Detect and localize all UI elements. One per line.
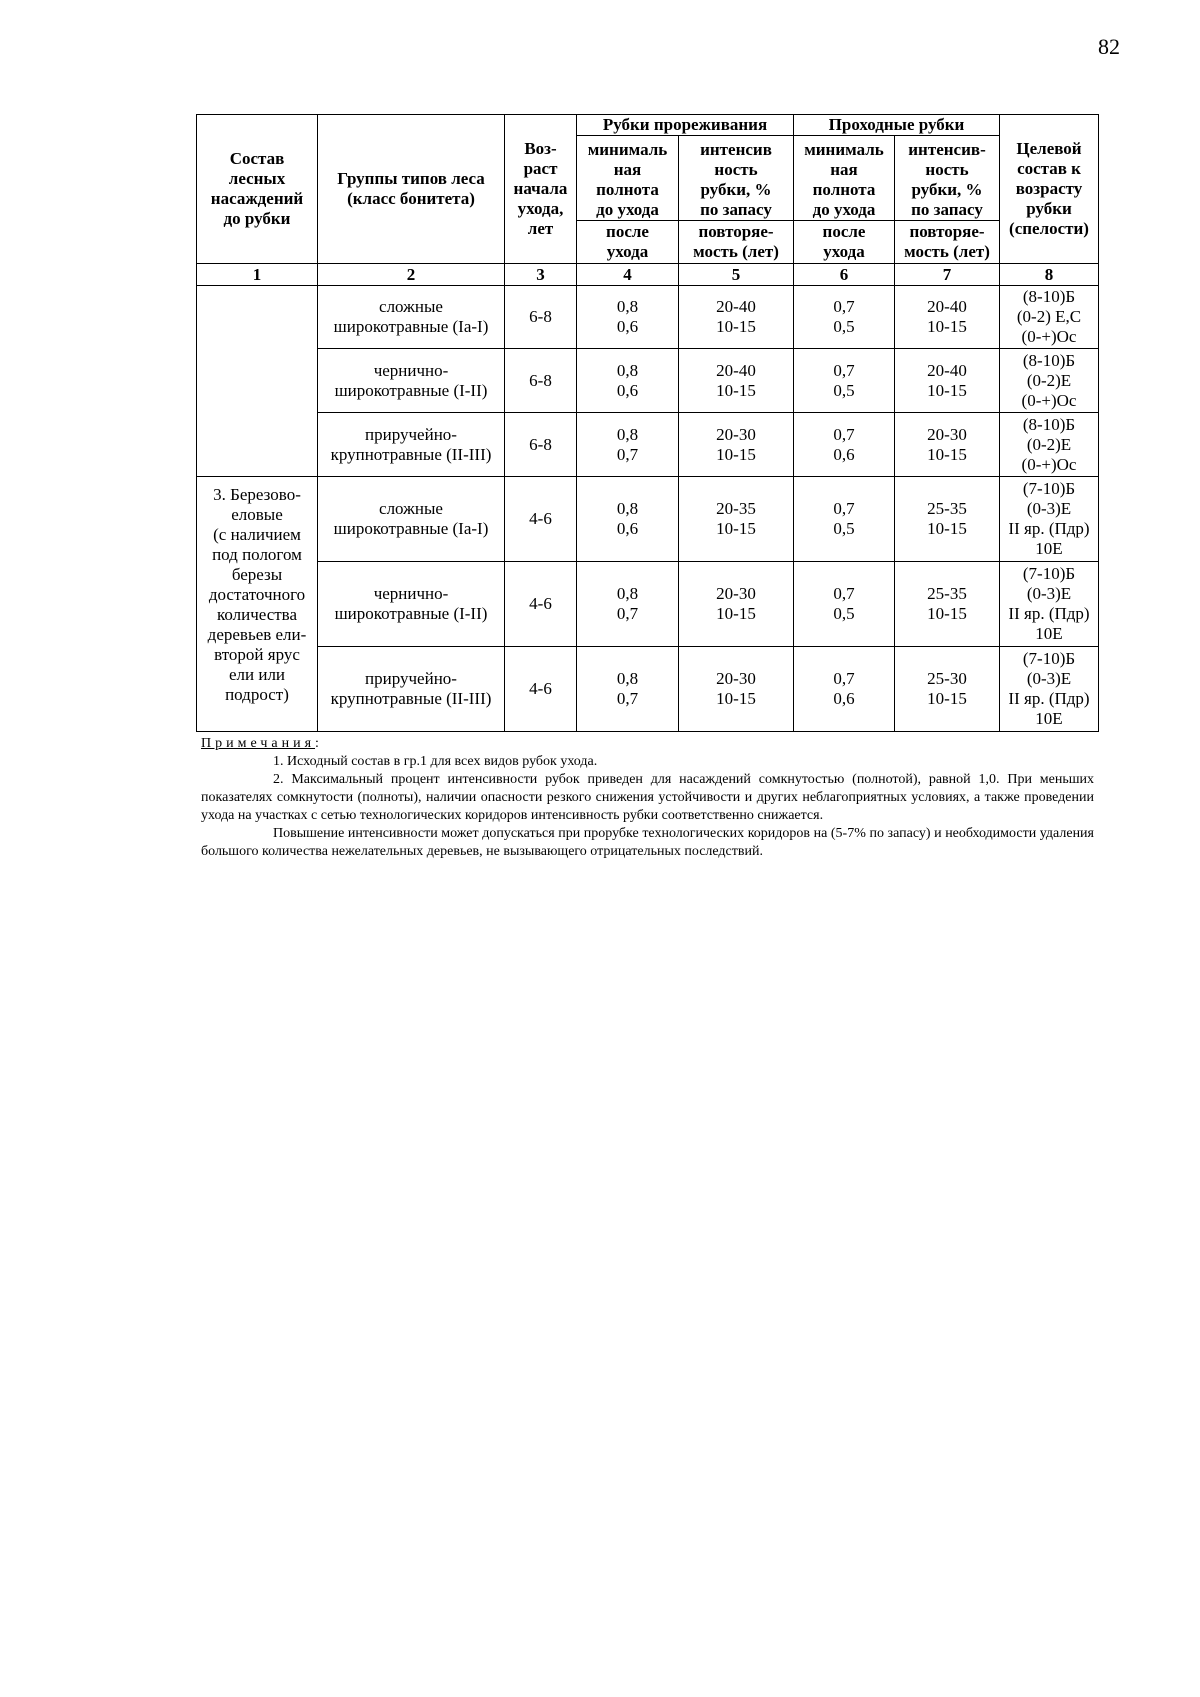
- age-cell: 6-8: [505, 413, 577, 477]
- value-cell: 20-30 10-15: [679, 562, 794, 647]
- header-min-density-pass: минималь ная полнота до ухода: [794, 136, 895, 221]
- table-row: [197, 647, 1099, 732]
- value-cell: 0,7 0,5: [794, 286, 895, 349]
- forest-group-cell: сложные широкотравные (Iа-I): [318, 286, 505, 349]
- header-intensity-pass: интенсив- ность рубки, % по запасу: [895, 136, 1000, 221]
- header-after-care-pass: после ухода: [794, 221, 895, 264]
- table-row: [197, 349, 1099, 413]
- page-number: 82: [1098, 34, 1120, 59]
- col-number: 8: [1000, 264, 1099, 286]
- value-cell: 0,8 0,7: [577, 413, 679, 477]
- notes-title: Примечания: [201, 736, 316, 751]
- value-cell: 25-35 10-15: [895, 477, 1000, 562]
- target-composition-cell: (8-10)Б (0-2)Е (0-+)Ос: [1000, 413, 1099, 477]
- note-2: 2. Максимальный процент интенсивности рубок приведен для насаждений сомкнутостью (полнотой), равной 1,0. При меньших показателях сомкнутости (полноты), наличии опасности резкого снижения устойчивости и других неблагоприятных условиях, а также проведении ухода на участках с сетью технологических коридоров интенсивность рубки соответственно снижается.: [201, 772, 1094, 823]
- value-cell: 20-40 10-15: [679, 286, 794, 349]
- value-cell: 20-30 10-15: [679, 413, 794, 477]
- table-row: [197, 413, 1099, 477]
- forest-group-cell: чернично- широкотравные (I-II): [318, 562, 505, 647]
- table-row: [197, 286, 1099, 349]
- target-composition-cell: (7-10)Б (0-3)Е II яр. (Пдр) 10Е: [1000, 562, 1099, 647]
- table-row: [197, 477, 1099, 562]
- age-cell: 4-6: [505, 562, 577, 647]
- note-3: Повышение интенсивности может допускаться при прорубке технологических коридоров на (5-7% по запасу) и необходимости удаления большого количества нежелательных деревьев, не вызывающего отрицательных последствий.: [201, 826, 1094, 859]
- col-number: 2: [318, 264, 505, 286]
- target-composition-cell: (7-10)Б (0-3)Е II яр. (Пдр) 10Е: [1000, 477, 1099, 562]
- col-number: 3: [505, 264, 577, 286]
- value-cell: 20-30 10-15: [679, 647, 794, 732]
- col-number: 1: [197, 264, 318, 286]
- value-cell: 25-35 10-15: [895, 562, 1000, 647]
- value-cell: 0,7 0,6: [794, 647, 895, 732]
- header-repeat-thin: повторяе- мость (лет): [679, 221, 794, 264]
- value-cell: 20-40 10-15: [679, 349, 794, 413]
- value-cell: 20-40 10-15: [895, 286, 1000, 349]
- forest-group-cell: сложные широкотравные (Iа-I): [318, 477, 505, 562]
- age-cell: 4-6: [505, 477, 577, 562]
- target-composition-cell: (7-10)Б (0-3)Е II яр. (Пдр) 10Е: [1000, 647, 1099, 732]
- value-cell: 0,8 0,6: [577, 349, 679, 413]
- age-cell: 4-6: [505, 647, 577, 732]
- header-after-care-thin: после ухода: [577, 221, 679, 264]
- age-cell: 6-8: [505, 349, 577, 413]
- table-row: [197, 562, 1099, 647]
- value-cell: 0,8 0,6: [577, 286, 679, 349]
- note-1: 1. Исходный состав в гр.1 для всех видов рубок ухода.: [273, 754, 598, 769]
- target-composition-cell: (8-10)Б (0-2)Е (0-+)Ос: [1000, 349, 1099, 413]
- col-number: 4: [577, 264, 679, 286]
- header-passing-group: Проходные рубки: [794, 115, 1000, 136]
- target-composition-cell: (8-10)Б (0-2) Е,С (0-+)Ос: [1000, 286, 1099, 349]
- header-thinning-group: Рубки прореживания: [577, 115, 794, 136]
- forest-group-cell: приручейно- крупнотравные (II-III): [318, 413, 505, 477]
- value-cell: 0,7 0,6: [794, 413, 895, 477]
- value-cell: 0,8 0,6: [577, 477, 679, 562]
- value-cell: 20-40 10-15: [895, 349, 1000, 413]
- thinning-table: [196, 114, 1099, 732]
- value-cell: 25-30 10-15: [895, 647, 1000, 732]
- header-start-age: Воз- раст начала ухода, лет: [505, 115, 577, 264]
- forest-group-cell: чернично- широкотравные (I-II): [318, 349, 505, 413]
- composition-cell: 3. Березово- еловые (с наличием под пологом березы достаточного количества деревьев ели- второй ярус ели или подрост): [197, 477, 318, 732]
- header-composition: Состав лесных насаждений до рубки: [197, 115, 318, 264]
- notes-section: [201, 735, 1094, 861]
- notes-title-colon: :: [315, 736, 319, 751]
- composition-empty-cell: [197, 286, 318, 477]
- header-intensity-thin: интенсив ность рубки, % по запасу: [679, 136, 794, 221]
- age-cell: 6-8: [505, 286, 577, 349]
- forest-group-cell: приручейно- крупнотравные (II-III): [318, 647, 505, 732]
- value-cell: 0,8 0,7: [577, 562, 679, 647]
- col-number: 7: [895, 264, 1000, 286]
- header-forest-groups: Группы типов леса (класс бонитета): [318, 115, 505, 264]
- value-cell: 0,8 0,7: [577, 647, 679, 732]
- value-cell: 0,7 0,5: [794, 562, 895, 647]
- value-cell: 0,7 0,5: [794, 349, 895, 413]
- header-repeat-pass: повторяе- мость (лет): [895, 221, 1000, 264]
- col-number: 5: [679, 264, 794, 286]
- col-number: 6: [794, 264, 895, 286]
- header-min-density-thin: минималь ная полнота до ухода: [577, 136, 679, 221]
- value-cell: 20-35 10-15: [679, 477, 794, 562]
- value-cell: 20-30 10-15: [895, 413, 1000, 477]
- header-target-composition: Целевой состав к возрасту рубки (спелости): [1000, 115, 1099, 264]
- value-cell: 0,7 0,5: [794, 477, 895, 562]
